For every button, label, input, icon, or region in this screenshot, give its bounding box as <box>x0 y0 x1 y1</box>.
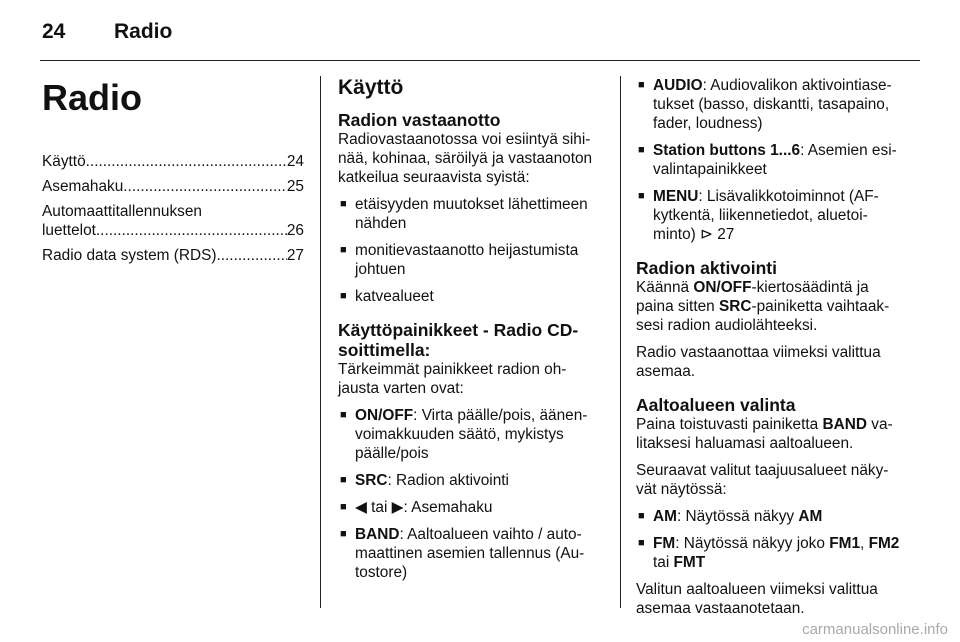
paragraph: Käännä ON/OFF-kiertosäädintä ja paina sitten SRC-painiketta vaihtaak-sesi radion audiolähteeksi. <box>636 279 890 334</box>
reception-list <box>338 195 606 306</box>
paragraph: Paina toistuvasti painiketta BAND va-litaksesi haluamasi aaltoalueen. <box>636 416 893 452</box>
paragraph: Radiovastaanotossa voi esiintyä sihi-nää, kohinaa, säröilyä ja vastaanoton katkeilua seuraavista syistä: <box>338 131 593 186</box>
band-list <box>636 507 906 572</box>
controls-list <box>338 406 606 582</box>
column-toc <box>42 76 304 271</box>
paragraph: Valitun aaltoalueen viimeksi valittua asemaa vastaanotetaan. <box>636 581 878 617</box>
list-item: ■ monitievastaanotto heijastumista johtuen <box>338 241 606 279</box>
list-item: ■ ◀ tai ▶: Asemahaku <box>338 498 606 517</box>
list-item: ■ BAND: Aaltoalueen vaihto / auto-maattinen asemien tallennus (Au-tostore) <box>338 525 606 582</box>
list-item: ■ AM: Näytössä näkyy AM <box>636 507 906 526</box>
subheading-controls: Käyttöpainikkeet - Radio CD-soittimella: <box>338 320 579 360</box>
paragraph: Radio vastaanottaa viimeksi valittua asemaa. <box>636 344 881 380</box>
list-item: ■ AUDIO: Audiovalikon aktivointiase-tukset (basso, diskantti, tasapaino, fader, loudness) <box>636 76 906 133</box>
subheading-band: Aaltoalueen valinta <box>636 395 796 415</box>
toc-entry[interactable]: Käyttö ..... 24 <box>42 152 304 171</box>
list-item: ■ MENU: Lisävalikkotoiminnot (AF-kytkentä, liikennetiedot, aluetoi-minto) ⊳ 27 <box>636 187 906 244</box>
header-rule <box>40 60 920 61</box>
paragraph: Tärkeimmät painikkeet radion oh-jausta varten ovat: <box>338 361 567 397</box>
subheading-reception: Radion vastaanotto <box>338 110 501 130</box>
column-3 <box>636 76 906 626</box>
section-heading: Käyttö <box>338 76 404 99</box>
subheading-activation: Radion aktivointi <box>636 258 777 278</box>
list-item: ■ Station buttons 1...6: Asemien esi-valintapainikkeet <box>636 141 906 179</box>
watermark: carmanualsonline.info <box>802 621 948 638</box>
list-item: ■ katvealueet <box>338 287 606 306</box>
column-divider-2 <box>620 76 621 608</box>
chapter-title: Radio <box>42 77 143 118</box>
column-2 <box>338 76 606 590</box>
column-divider-1 <box>320 76 321 608</box>
toc-entry[interactable]: Radio data system (RDS) ..... 27 <box>42 246 304 265</box>
section-name: Radio <box>114 20 173 43</box>
list-item: ■ SRC: Radion aktivointi <box>338 471 606 490</box>
toc-entry[interactable]: Automaattitallennuksen luettelot ..... 26 <box>42 202 304 240</box>
buttons-list <box>636 76 906 244</box>
list-item: ■ FM: Näytössä näkyy joko FM1, FM2 tai FMT <box>636 534 906 572</box>
page-number: 24 <box>42 20 66 43</box>
toc-entry[interactable]: Asemahaku ..... 25 <box>42 177 304 196</box>
list-item: ■ etäisyyden muutokset lähettimeen nähden <box>338 195 606 233</box>
paragraph: Seuraavat valitut taajuusalueet näky-vät näytössä: <box>636 462 889 498</box>
list-item: ■ ON/OFF: Virta päälle/pois, äänen-voimakkuuden säätö, mykistys päälle/pois <box>338 406 606 463</box>
page-header <box>42 20 172 44</box>
